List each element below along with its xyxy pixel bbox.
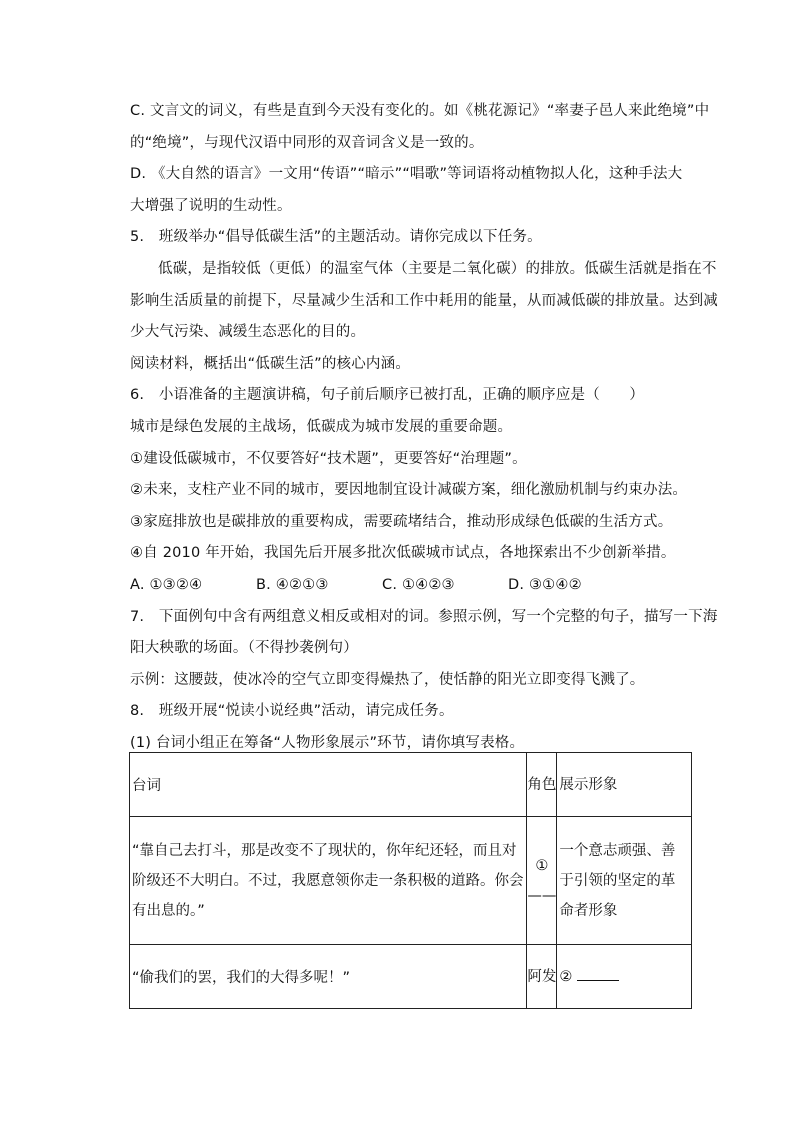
row-2-line: “偷我们的罢，我们的大得多呢！” (130, 945, 527, 1009)
question-6-title: 6. 小语准备的主题演讲稿，句子前后顺序已被打乱，正确的顺序应是（ ） (130, 387, 645, 404)
table-row (130, 817, 692, 945)
option-d-line-1: D. 《大自然的语言》一文用“传语”“暗示”“唱歌”等词语将动植物拟人化，这种手法大 (130, 166, 683, 183)
question-7-line-1: 7. 下面例句中含有两组意义相反或相对的词。参照示例，写一个完整的句子，描写一下海 (130, 608, 718, 625)
question-7-example: 示例：这腰鼓，使冰冷的空气立即变得燥热了，使恬静的阳光立即变得飞溅了。 (130, 671, 645, 688)
table-row (130, 945, 692, 1009)
question-5-task: 阅读材料，概括出“低碳生活”的核心内涵。 (130, 355, 411, 372)
option-d: D. ③①④② (508, 576, 582, 593)
option-b: B. ④②①③ (256, 576, 329, 593)
question-6-sentence-1: ①建设低碳城市，不仅要答好“技术题”，更要答好“治理题”。 (130, 450, 527, 467)
question-5-title: 5. 班级举办“倡导低碳生活”的主题活动。请你完成以下任务。 (130, 229, 542, 246)
row-2-role: 阿发 (527, 945, 557, 1009)
material-line-2: 影响生活质量的前提下，尽量减少生活和工作中耗用的能量，从而减低碳的排放量。达到减 (130, 292, 718, 309)
row-1-role-blank[interactable]: ①—— (527, 817, 557, 945)
question-6-sentence-4: ④自 2010 年开始，我国先后开展多批次低碳城市试点，各地探索出不少创新举措。 (130, 545, 676, 562)
option-c-line-2: 的“绝境”，与现代汉语中同形的双音词含义是一致的。 (130, 134, 484, 151)
question-8-title: 8. 班级开展“悦读小说经典”活动，请完成任务。 (130, 703, 454, 720)
material-line-3: 少大气污染、减缓生态恶化的目的。 (130, 324, 366, 341)
option-c: C. ①④②③ (382, 576, 455, 593)
question-6-sentence-0: 城市是绿色发展的主战场，低碳成为城市发展的重要命题。 (130, 418, 513, 435)
table-header-row (130, 753, 692, 817)
material-line-1: 低碳，是指较低（更低）的温室气体（主要是二氧化碳）的排放。低碳生活就是指在不 (158, 260, 717, 277)
header-line: 台词 (130, 753, 527, 817)
row-1-line: “靠自己去打斗，那是改变不了现状的，你年纪还轻，而且对阶级还不大明白。不过，我愿意领你走一条积极的道路。你会有出息的。” (130, 817, 527, 945)
row-2-image-marker: ② (559, 968, 573, 985)
question-text (130, 96, 718, 759)
option-d-line-2: 大增强了说明的生动性。 (130, 197, 292, 214)
row-2-image-blank[interactable] (557, 945, 692, 1009)
question-6-sentence-3: ③家庭排放也是碳排放的重要构成，需要疏堵结合，推动形成绿色低碳的生活方式。 (130, 513, 673, 530)
header-role: 角色 (527, 753, 557, 817)
option-a: A. ①③②④ (130, 576, 203, 593)
answer-blank-line[interactable] (577, 966, 619, 981)
question-8-sub-1: (1) 台词小组正在筹备“人物形象展示”环节，请你填写表格。 (130, 734, 525, 751)
option-c-line-1: C. 文言文的词义，有些是直到今天没有变化的。如《桃花源记》“率妻子邑人来此绝境”中 (130, 103, 710, 119)
question-7-line-2: 阳大秧歌的场面。（不得抄袭例句） (130, 640, 358, 657)
row-1-image: 一个意志顽强、善于引领的坚定的革命者形象 (557, 817, 692, 945)
header-image: 展示形象 (557, 753, 692, 817)
character-table (129, 752, 692, 1009)
question-6-options (130, 570, 692, 602)
question-6-sentence-2: ②未来，支柱产业不同的城市，要因地制宜设计减碳方案，细化激励机制与约束办法。 (130, 482, 688, 499)
